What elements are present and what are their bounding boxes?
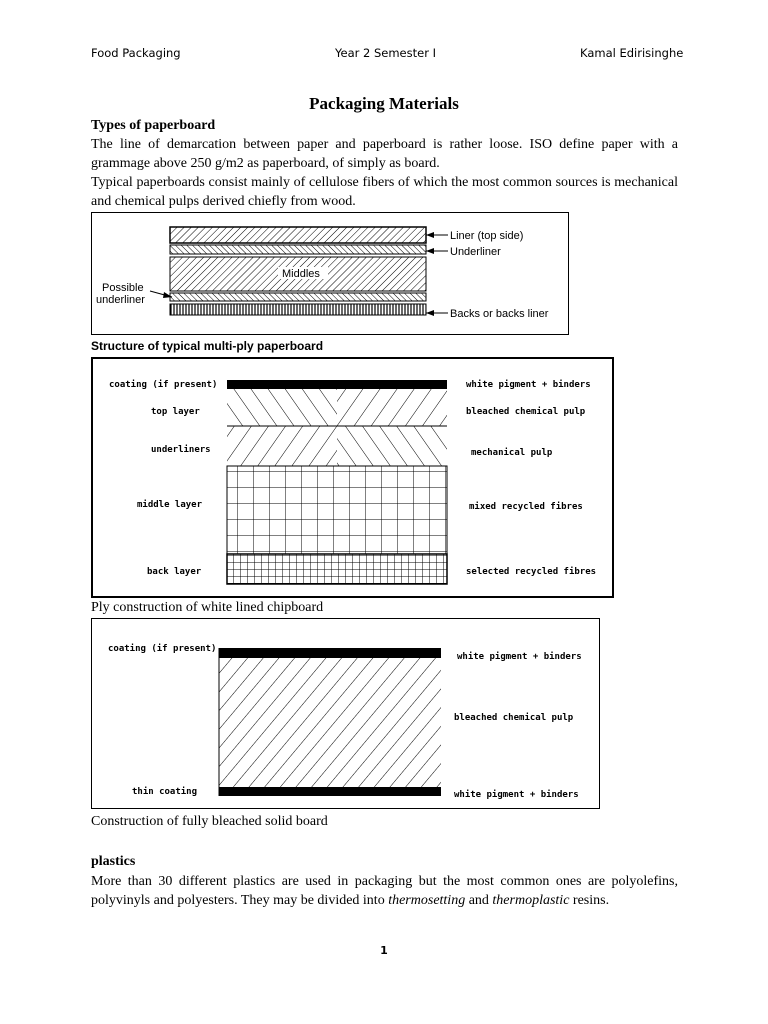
label-underliner: Underliner [450,246,501,258]
label-middles: Middles [282,268,320,280]
label-backs: Backs or backs liner [450,308,549,320]
label-bleached-pulp: bleached chemical pulp [466,407,586,417]
section-heading-paperboard: Types of paperboard [91,118,216,133]
label-thin-coating: thin coating [132,787,198,797]
caption-chipboard: Ply construction of white lined chipboard [91,600,324,615]
label-liner: Liner (top side) [450,230,524,242]
paragraph-demarcation: The line of demarcation between paper and paperboard is rather loose. ISO define paper with a grammage above 250 g/m2 as paperboard, of simply as board. [91,137,678,171]
label-mechanical-pulp: mechanical pulp [471,448,553,458]
layer-bleached-pulp [219,658,441,787]
chipboard-diagram [93,359,612,596]
label-coating-present: coating (if present) [108,644,217,654]
term-thermosetting: thermosetting [388,893,466,908]
header-year: Year 2 Semester I [335,46,436,60]
layer-thin-coating [219,787,441,796]
plastics-and: and [465,893,493,908]
page-number: 1 [380,944,388,957]
label-white-pigment-bottom: white pigment + binders [454,790,579,800]
header-author: Kamal Edirisinghe [580,46,684,60]
label-selected-recycled: selected recycled fibres [466,567,597,577]
layer-coating [227,380,447,389]
paragraph-fibers: Typical paperboards consist mainly of cellulose fibers of which the most common sources is mechanical and chemical pulps derived chiefly from wood. [91,175,678,209]
label-top-layer: top layer [151,407,200,417]
label-middle-layer: middle layer [137,500,203,510]
layer-underliner [170,245,426,254]
figure-white-lined-chipboard [91,357,614,598]
layer-top-coating [219,648,441,658]
layer-backs [170,304,426,315]
caption-solid-board: Construction of fully bleached solid board [91,814,328,829]
paragraph-plastics [91,872,678,910]
label-possible: Possible [102,282,144,294]
plastics-end: resins. [569,893,610,908]
term-thermoplastic: thermoplastic [492,893,570,908]
label-back-layer: back layer [147,567,202,577]
layer-possible-underliner [170,293,426,301]
caption-multiply: Structure of typical multi-ply paperboard [91,339,324,353]
label-white-pigment: white pigment + binders [466,380,591,390]
label-underliners: underliners [151,445,211,455]
layer-back-grid [227,554,447,584]
label-underliner-possible: underliner [96,294,145,306]
layer-liner [170,227,426,243]
multiply-diagram [92,213,568,334]
figure-multiply-paperboard [91,212,569,335]
layer-middle-grid [227,466,447,554]
header-course: Food Packaging [91,46,181,60]
section-heading-plastics: plastics [91,854,136,869]
label-mixed-recycled: mixed recycled fibres [469,502,583,512]
solid-board-diagram [92,619,599,808]
label-coating: coating (if present) [109,380,218,390]
label-white-pigment-top: white pigment + binders [457,652,582,662]
page-title: Packaging Materials [309,94,459,113]
figure-bleached-solid-board [91,618,600,809]
plastics-text: More than 30 different plastics are used in packaging but the most common ones are polyolefins, polyvinyls and polyesters. They may be divided into [91,874,678,908]
label-bleached-chemical: bleached chemical pulp [454,713,574,723]
